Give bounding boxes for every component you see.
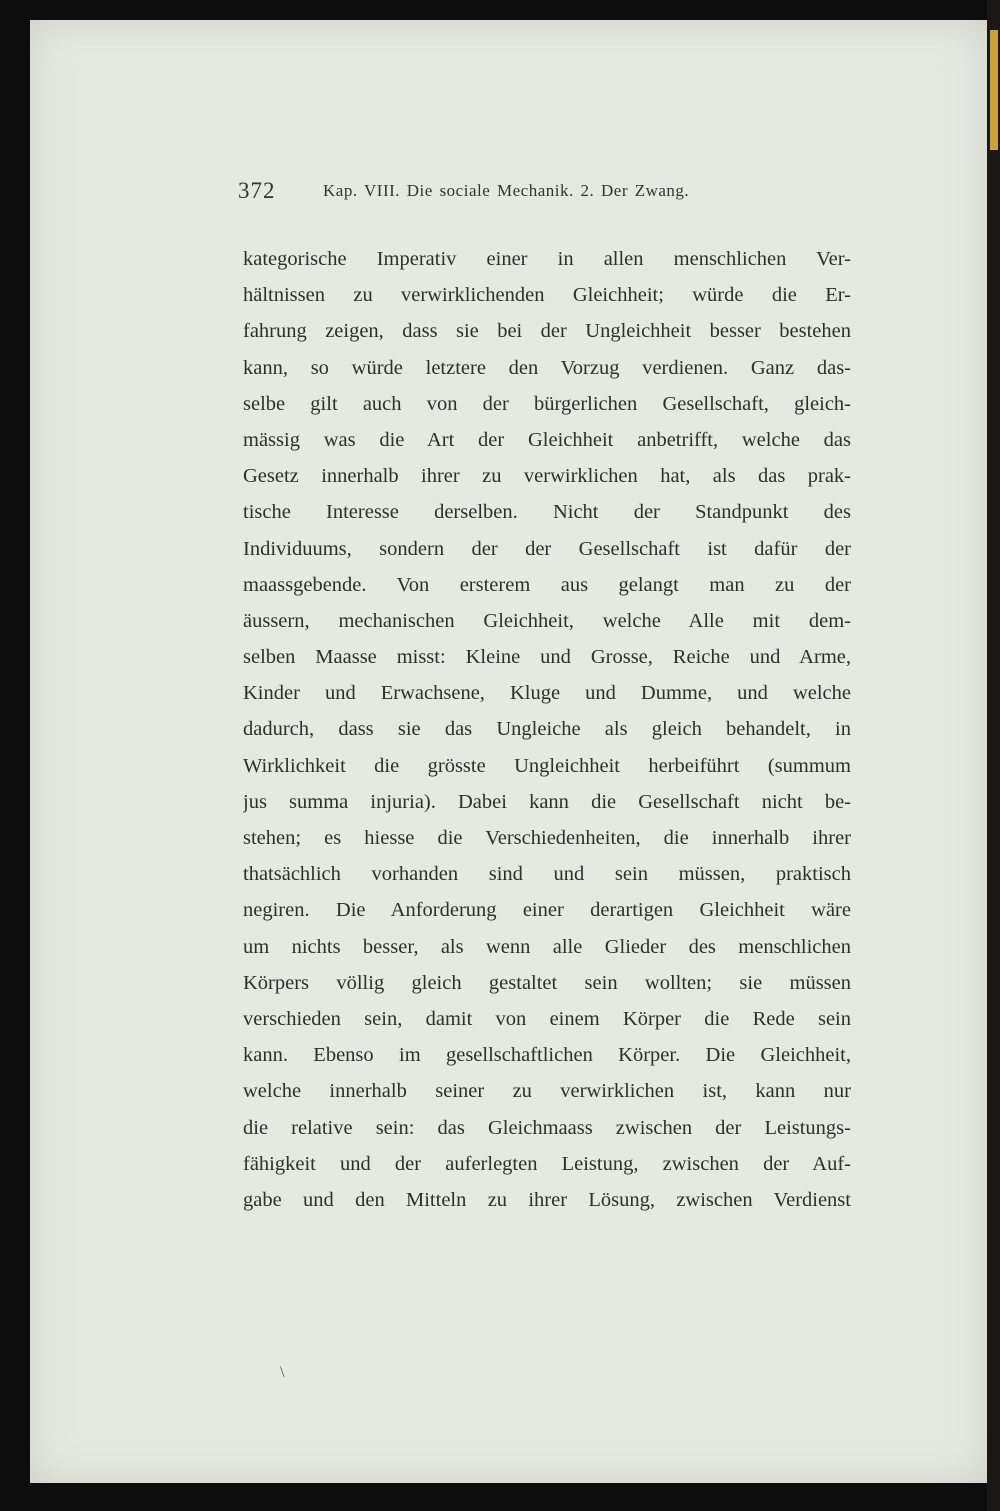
text-line: Wirklichkeit die grösste Ungleichheit herbeiführt (summum: [243, 754, 851, 777]
text-line: welche innerhalb seiner zu verwirklichen ist, kann nur: [243, 1080, 851, 1103]
text-line: stehen; es hiesse die Verschiedenheiten, die innerhalb ihrer: [243, 827, 851, 849]
scan-edge: [987, 0, 1000, 1511]
text-line: maassgebende. Von ersterem aus gelangt man zu der: [243, 573, 851, 596]
text-line: Kinder und Erwachsene, Kluge und Dumme, und welche: [243, 682, 851, 705]
text-line: kann, so würde letztere den Vorzug verdienen. Ganz das-: [243, 356, 851, 379]
stray-mark: \: [280, 1364, 285, 1381]
bookmark-tab: [990, 30, 998, 150]
body-text: [243, 241, 851, 1218]
text-line: um nichts besser, als wenn alle Glieder des menschlichen: [243, 935, 851, 958]
running-head: Kap. VIII. Die sociale Mechanik. 2. Der Zwang.: [323, 181, 690, 200]
text-line: Körpers völlig gleich gestaltet sein wollten; sie müssen: [243, 971, 851, 994]
text-line: jus summa injuria). Dabei kann die Gesellschaft nicht be-: [243, 790, 851, 813]
text-line: thatsächlich vorhanden sind und sein müssen, praktisch: [243, 863, 851, 886]
text-line: hältnissen zu verwirklichenden Gleichheit; würde die Er-: [243, 284, 851, 307]
text-line: Individuums, sondern der der Gesellschaft ist dafür der: [243, 537, 851, 560]
text-line: mässig was die Art der Gleichheit anbetrifft, welche das: [243, 428, 851, 451]
text-line: selbe gilt auch von der bürgerlichen Gesellschaft, gleich-: [243, 392, 851, 415]
page-number: 372: [238, 178, 276, 203]
text-line: fähigkeit und der auferlegten Leistung, zwischen der Auf-: [243, 1152, 851, 1175]
text-line: dadurch, dass sie das Ungleiche als gleich behandelt, in: [243, 718, 851, 741]
text-line: die relative sein: das Gleichmaass zwischen der Leistungs-: [243, 1116, 851, 1139]
text-line: tische Interesse derselben. Nicht der Standpunkt des: [243, 501, 851, 524]
text-line: äussern, mechanischen Gleichheit, welche Alle mit dem-: [243, 609, 851, 632]
text-line: selben Maasse misst: Kleine und Grosse, Reiche und Arme,: [243, 646, 851, 669]
text-line: gabe und den Mitteln zu ihrer Lösung, zwischen Verdienst: [243, 1188, 851, 1211]
text-line: fahrung zeigen, dass sie bei der Ungleichheit besser bestehen: [243, 320, 851, 343]
text-line: Gesetz innerhalb ihrer zu verwirklichen hat, als das prak-: [243, 465, 851, 488]
text-line: kategorische Imperativ einer in allen menschlichen Ver-: [243, 248, 851, 270]
text-line: negiren. Die Anforderung einer derartigen Gleichheit wäre: [243, 899, 851, 922]
text-line: kann. Ebenso im gesellschaftlichen Körper. Die Gleichheit,: [243, 1044, 851, 1067]
page-header: [238, 178, 838, 212]
text-line: verschieden sein, damit von einem Körper die Rede sein: [243, 1007, 851, 1030]
